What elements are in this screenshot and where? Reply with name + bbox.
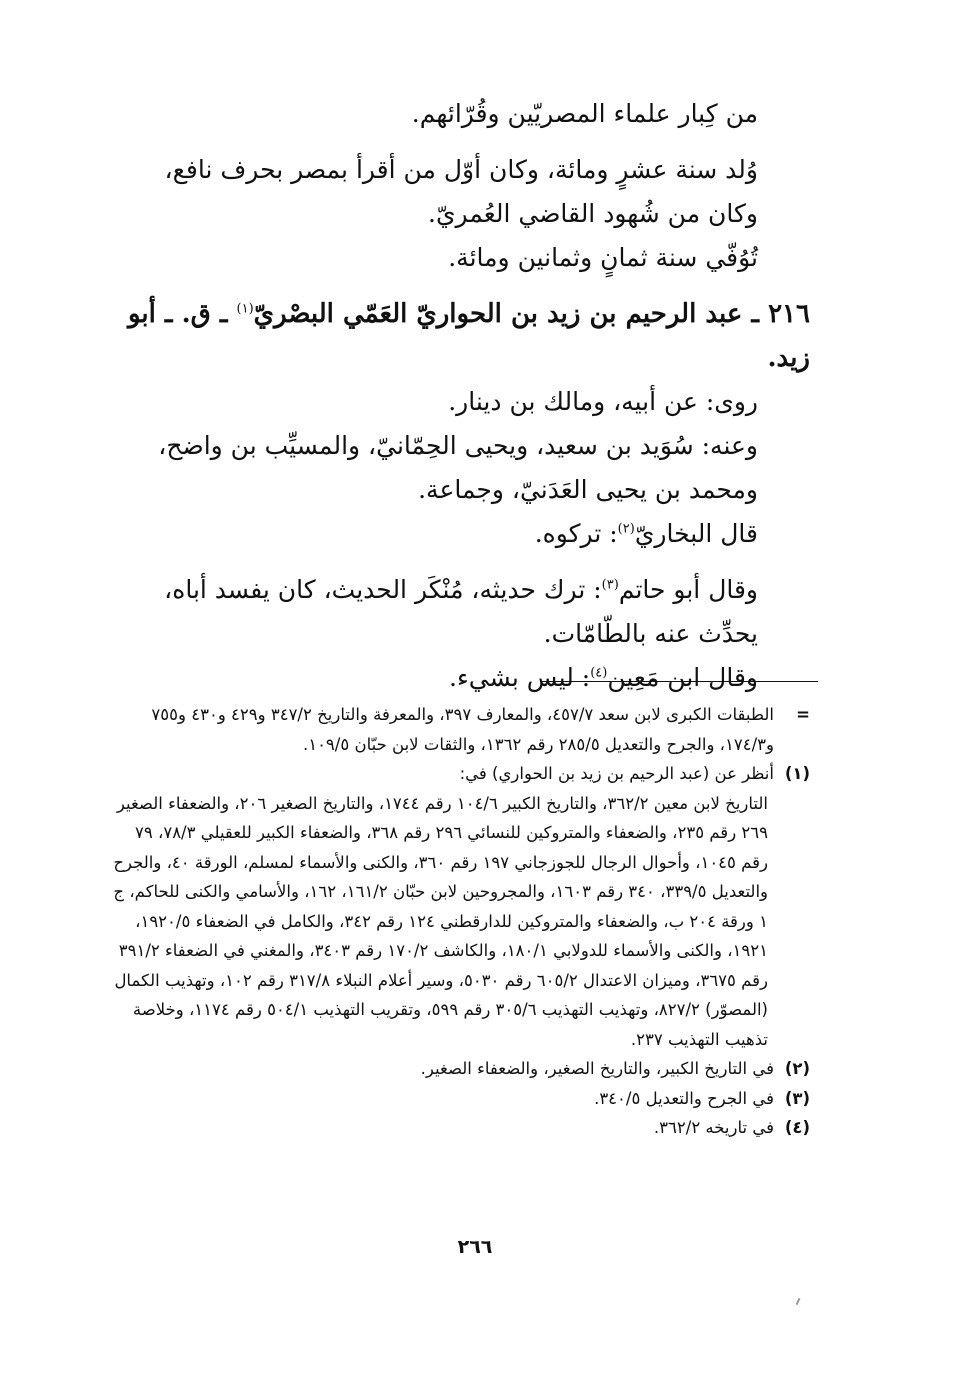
text-line: تُوُفّي سنة ثمانٍ وثمانين ومائة. [448,243,758,272]
footnote-1 [108,759,810,1054]
entry-title-suffix: ـ ق. ـ أبو زيد. [127,299,810,373]
footnote-continuation [108,700,810,759]
narrated-by: وعنه: سُوَيد بن سعيد، ويحيى الحِمّانيّ، والمسيِّب بن واضح، ومحمد بن يحيى العَدَنيّ، وجماعة. [158,431,758,504]
footnote-3 [108,1084,810,1114]
text-paragraph: وُلد سنة عشرٍ ومائة، وكان أوّل من أقرأ بمصر بحرف نافع، وكان من شُهود القاضي العُمريّ. [164,155,758,228]
statement-text: : تركوه. [534,519,618,548]
statement-lead: وقال أبو حاتم [618,575,758,604]
footnote-number: (١) [784,764,810,783]
footnote-ref-4: (٤) [590,665,608,681]
scan-speck [796,1298,801,1305]
footnote-number: (٢) [784,1059,810,1078]
statement-lead: وقال ابن مَعِين [607,663,758,692]
continuation-mark: = [796,705,810,724]
statement-text: : ليس بشيء. [449,663,591,692]
footnote-number: (٤) [784,1118,810,1137]
footnote-text: في تاريخه ٣٦٢/٢. [653,1118,774,1137]
footnote-number: (٣) [784,1088,810,1108]
footnote-4 [108,1113,810,1143]
abu-hatim-statement [110,568,810,656]
footnote-ref-2: (٢) [617,521,635,537]
statement-lead: قال البخاريّ [634,519,758,548]
footnote-text: التاريخ لابن معين ٣٦٢/٢، والتاريخ الكبير ١٠٤/٦ رقم ١٧٤٤، والتاريخ الصغير ٢٠٦، والضعفاء الصغير ٢٦٩ رقم ٢٣٥، والضعفاء والمتروكين للنسائي ٢٩٦ رقم ٣٦٨، والضعفاء الكبير للعقيلي ٧٨/٣، ٧٩ رقم ١٠٤٥، وأحوال الرجال للجوزجاني ١٩٧ رقم ٣٦٠، والكنى والأسماء لمسلم، الورقة ٤٠، والجرح والتعديل ٣٣٩/٥، ٣٤٠ رقم ١٦٠٣، والمجروحين لابن حبّان ١٦١/٢، ١٦٢، والأسامي والكنى للحاكم، ج ١ ورقة ٢٠٤ ب، والضعفاء والمتروكين للدارقطني ١٢٤ رقم ٣٤٢، والكامل في الضعفاء ١٩٢٠/٥، ١٩٢١، والكنى والأسماء للدولابي ١٨٠/١، والكاشف ١٧٠/٢ رقم ٣٤٠٣، والمغني في الضعفاء ٣٩١/٢ رقم ٣٦٧٥، وميزان الاعتدال ٦٠٥/٢ رقم ٥٠٣٠، وسير أعلام النبلاء ٣١٧/٨ رقم ١٠٢، وتهذيب الكمال (المصوّر) ٨٢٧/٢، وتهذيب التهذيب ٣٠٥/٦ رقم ٥٩٩، وتقريب التهذيب ٥٠٤/١ رقم ١١٧٤، وخلاصة تذهيب التهذيب ٢٣٧. [113,793,768,1049]
text-line: من كِبار علماء المصريّين وقُرّائهم. [411,99,758,128]
ibn-main-statement [110,656,810,700]
footnote-text: في الجرح والتعديل ٣٤٠/٥. [594,1088,774,1108]
statement-text: : ترك حديثه، مُنْكَر الحديث، كان يفسد أباه، يحدِّث عنه بالطّامّات. [164,575,758,648]
page-number: ٢٦٦ [457,1236,493,1258]
bukhari-statement [110,512,810,556]
footnote-ref-3: (٣) [601,577,619,593]
narrated-from: روى: عن أبيه، ومالك بن دينار. [448,387,758,416]
footnote-2 [108,1054,810,1084]
main-text [110,92,810,700]
footnote-ref-1: (١) [236,301,254,317]
biography-entry-heading [110,292,810,380]
footnote-text: في التاريخ الكبير، والتاريخ الصغير، والضعفاء الصغير. [420,1059,774,1078]
footnote-text: الطبقات الكبرى لابن سعد ٤٥٧/٧، والمعارف ٣٩٧، والمعرفة والتاريخ ٣٤٧/٢ و٤٢٩ و٤٣٠ و٧٥٥ و١٧٤/٣، والجرح والتعديل ٢٨٥/٥ رقم ١٣٦٢، والثقات لابن حبّان ١٠٩/٥. [151,705,774,754]
footnote-title: أنظر عن (عبد الرحيم بن زيد بن الحواري) في: [459,764,774,783]
footnote-divider [540,681,818,682]
entry-title: ٢١٦ ـ عبد الرحيم بن زيد بن الحواريّ العَمّي البصْريّ [253,299,810,329]
footnotes [108,700,810,1143]
